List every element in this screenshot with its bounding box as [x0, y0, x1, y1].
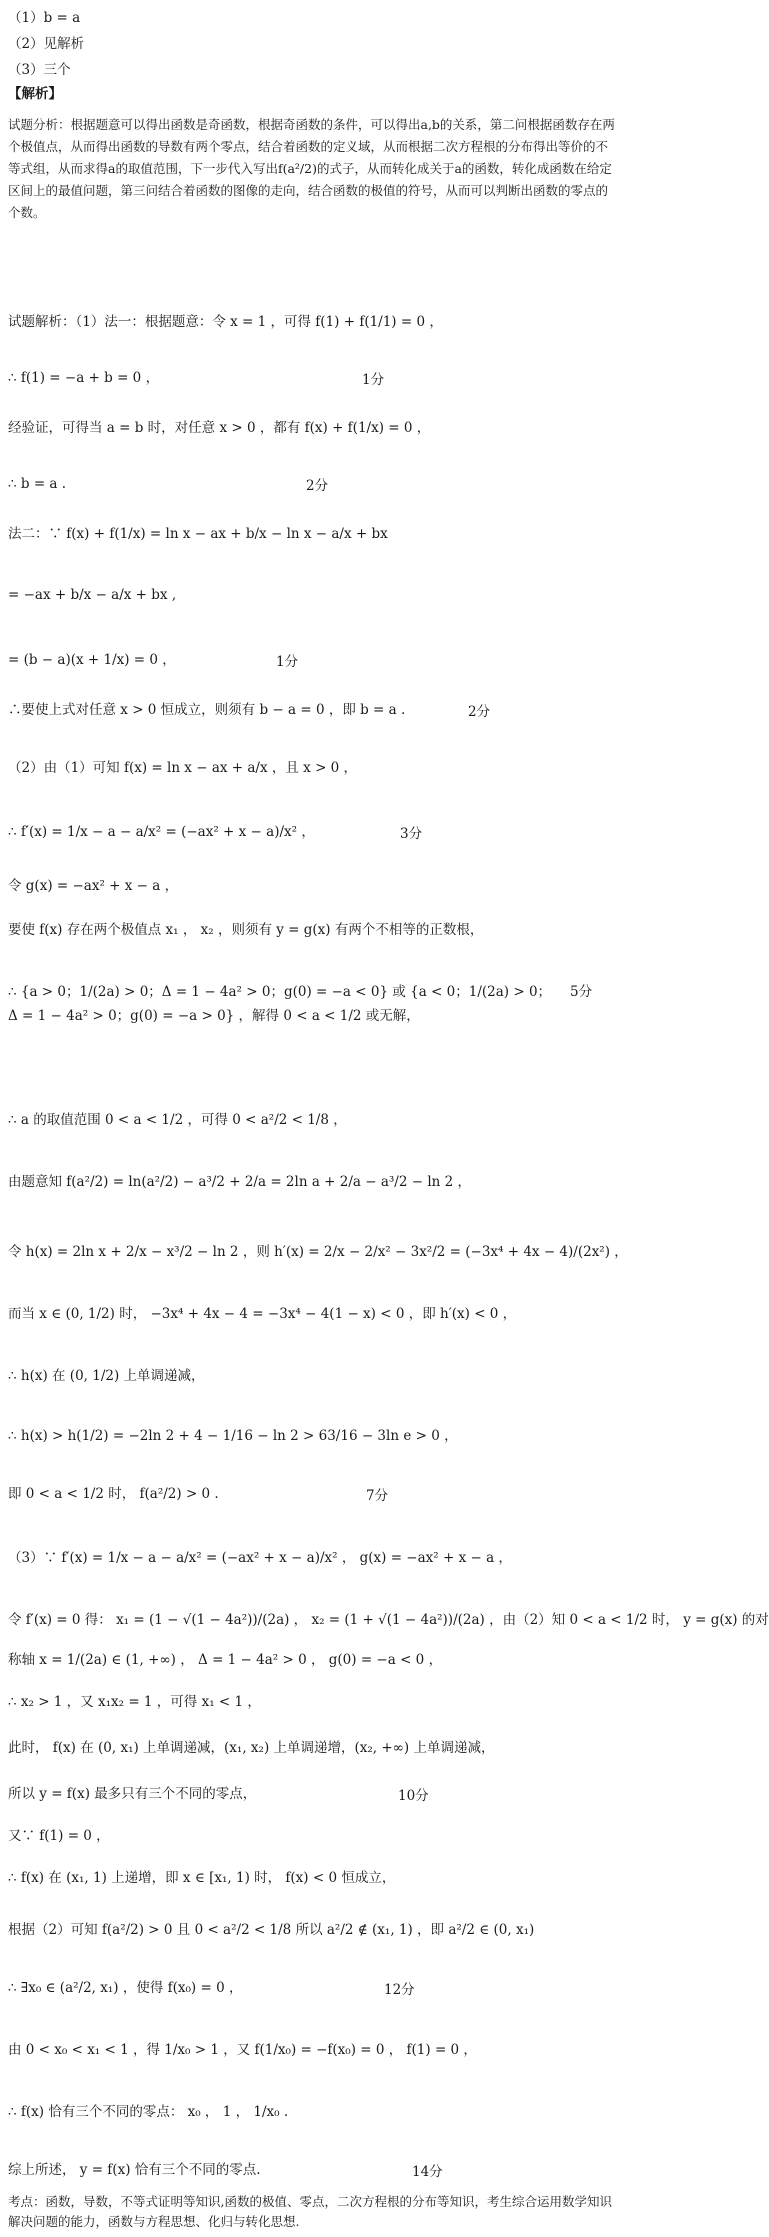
- score-mark: 1分: [362, 372, 385, 388]
- solution-line: 由 0 < x₀ < x₁ < 1 ，得 1/x₀ > 1 ，又 f(1/x₀) = −f(x₀) = 0 ， f(1) = 0 ，: [8, 2042, 477, 2058]
- score-mark: 1分: [276, 654, 299, 670]
- solution-line: ∴ f(1) = −a + b = 0 ，: [8, 370, 160, 386]
- answer-1: （1）b = a: [8, 10, 81, 26]
- score-mark: 14分: [412, 2164, 443, 2180]
- solution-line: 由题意知 f(a²/2) = ln(a²/2) − a³/2 + 2/a = 2ln a + 2/a − a³/2 − ln 2 ，: [8, 1174, 472, 1190]
- solution-line: 令 g(x) = −ax² + x − a ，: [8, 878, 179, 894]
- solution-line: 所以 y = f(x) 最多只有三个不同的零点，: [8, 1786, 257, 1802]
- solution-line: ∴ f(x) 在 (x₁, 1) 上递增，即 x ∈ [x₁, 1) 时， f(x) < 0 恒成立，: [8, 1870, 396, 1886]
- solution-line: ∴ x₂ > 1 ，又 x₁x₂ = 1 ，可得 x₁ < 1 ，: [8, 1694, 261, 1710]
- solution-line: 要使 f(x) 存在两个极值点 x₁ ， x₂ ，则须有 y = g(x) 有两个不相等的正数根，: [8, 922, 484, 938]
- solution-line: ∴ h(x) > h(1/2) = −2ln 2 + 4 − 1/16 − ln 2 > 63/16 − 3ln e > 0 ，: [8, 1428, 458, 1444]
- solution-line: ∴ h(x) 在 (0, 1/2) 上单调递减，: [8, 1368, 205, 1384]
- solution-line: （2）由（1）可知 f(x) = ln x − ax + a/x ，且 x > 0 ，: [8, 760, 358, 776]
- solution-line: （3）∵ f′(x) = 1/x − a − a/x² = (−ax² + x − a)/x² ， g(x) = −ax² + x − a ，: [8, 1550, 512, 1566]
- answer-2: （2）见解析: [8, 36, 85, 52]
- score-mark: 7分: [366, 1488, 389, 1504]
- solution-line: 令 f′(x) = 0 得： x₁ = (1 − √(1 − 4a²))/(2a) ， x₂ = (1 + √(1 − 4a²))/(2a) ，由（2）知 0 < a < 1/2 时， y = g(x) 的对: [8, 1612, 769, 1628]
- kaodian-paragraph: 考点：函数，导数，不等式证明等知识,函数的极值、零点，二次方程根的分布等知识，考生综合运用数学知识解决问题的能力，函数与方程思想、化归与转化思想.: [8, 2194, 612, 2229]
- solution-line: 综上所述， y = f(x) 恰有三个不同的零点.: [8, 2162, 261, 2178]
- solution-line: 此时， f(x) 在 (0, x₁) 上单调递减，(x₁, x₂) 上单调递增，(x₂, +∞) 上单调递减，: [8, 1740, 495, 1756]
- solution-line: 根据（2）可知 f(a²/2) > 0 且 0 < a²/2 < 1/8 所以 a²/2 ∉ (x₁, 1) ，即 a²/2 ∈ (0, x₁): [8, 1922, 535, 1938]
- solution-line: 即 0 < a < 1/2 时， f(a²/2) > 0 .: [8, 1486, 219, 1502]
- solution-line: ∴ b = a .: [8, 476, 67, 492]
- solution-line: 而当 x ∈ (0, 1/2) 时， −3x⁴ + 4x − 4 = −3x⁴ − 4(1 − x) < 0 ，即 h′(x) < 0 ，: [8, 1306, 517, 1322]
- solution-line: 经验证，可得当 a = b 时，对任意 x > 0 ，都有 f(x) + f(1/x) = 0 ，: [8, 420, 431, 436]
- analysis-heading: 【解析】: [8, 86, 62, 102]
- solution-line: ∴ {a > 0；1/(2a) > 0；Δ = 1 − 4a² > 0；g(0) = −a < 0} 或 {a < 0；1/(2a) > 0；Δ = 1 − 4a² > 0；g(0) = −a > 0} ，解得 0 < a < 1/2 或无解，: [8, 984, 552, 1024]
- solution-line: ∴ a 的取值范围 0 < a < 1/2 ，可得 0 < a²/2 < 1/8 ，: [8, 1112, 347, 1128]
- score-mark: 3分: [400, 826, 423, 842]
- score-mark: 5分: [570, 984, 593, 1000]
- solution-line: = (b − a)(x + 1/x) = 0 ，: [8, 652, 176, 668]
- answer-3: （3）三个: [8, 62, 71, 78]
- score-mark: 2分: [468, 704, 491, 720]
- solution-line: ∴ ∃x₀ ∈ (a²/2, x₁) ，使得 f(x₀) = 0 ，: [8, 1980, 243, 1996]
- solution-line: ∴要使上式对任意 x > 0 恒成立，则须有 b − a = 0 ，即 b = a .: [8, 702, 406, 718]
- solution-line: 令 h(x) = 2ln x + 2/x − x³/2 − ln 2 ，则 h′(x) = 2/x − 2/x² − 3x²/2 = (−3x⁴ + 4x − 4)/(2x²) ，: [8, 1244, 628, 1260]
- score-mark: 2分: [306, 478, 329, 494]
- score-mark: 10分: [398, 1788, 429, 1804]
- solution-line: 法二：∵ f(x) + f(1/x) = ln x − ax + b/x − ln x − a/x + bx: [8, 526, 388, 542]
- solution-line: ∴ f′(x) = 1/x − a − a/x² = (−ax² + x − a)/x² ，: [8, 824, 315, 840]
- solution-line: = −ax + b/x − a/x + bx ,: [8, 587, 177, 603]
- analysis-paragraph: 试题分析：根据题意可以得出函数是奇函数，根据奇函数的条件，可以得出a,b的关系，第二问根据函数存在两个极值点，从而得出函数的导数有两个零点，结合着函数的定义域，从而根据二次方程根的分布得出等价的不等式组，从而求得a的取值范围，下一步代入写出f(a²/2)的式子，从而转化成关于a的函数，转化成函数在给定区间上的最值问题，第三问结合着函数的图像的走向，结合函数的极值的符号，从而可以判断出函数的零点的个数。: [8, 117, 615, 220]
- solution-line: 又∵ f(1) = 0 ，: [8, 1828, 110, 1844]
- solution-line: ∴ f(x) 恰有三个不同的零点： x₀ ， 1 ， 1/x₀ .: [8, 2104, 289, 2120]
- solution-line: 称轴 x = 1/(2a) ∈ (1, +∞) ， Δ = 1 − 4a² > 0 ， g(0) = −a < 0 ，: [8, 1652, 443, 1668]
- solution-line: 试题解析：（1）法一：根据题意：令 x = 1 ，可得 f(1) + f(1/1) = 0 ，: [8, 314, 443, 330]
- score-mark: 12分: [384, 1982, 415, 1998]
